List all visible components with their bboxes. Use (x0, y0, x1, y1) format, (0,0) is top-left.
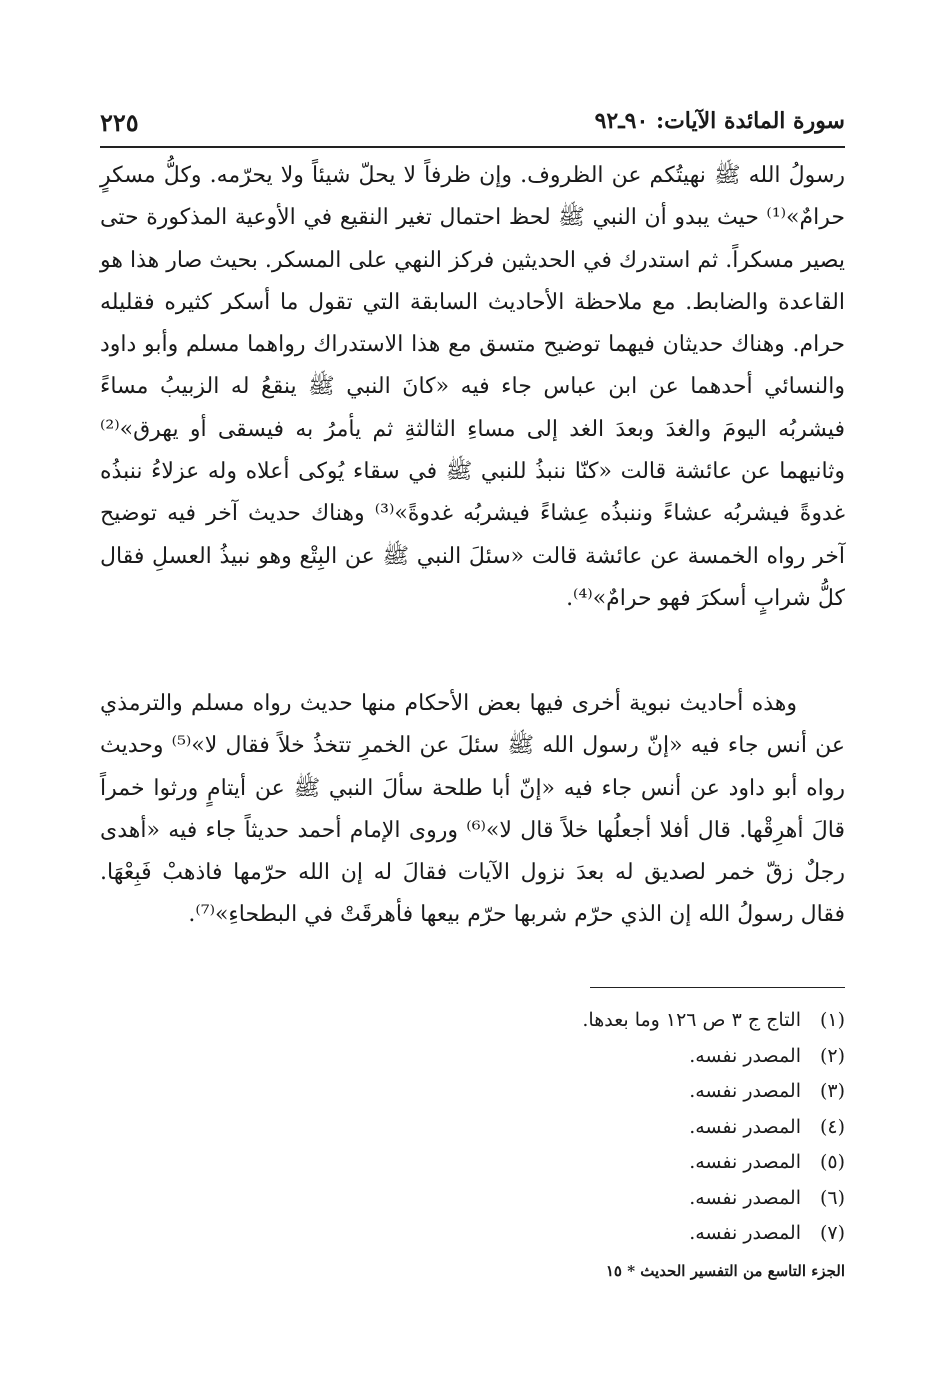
footnote-item (100, 1039, 845, 1075)
footnote-text: التاج ج ٣ ص ١٢٦ وما بعدها. (582, 1009, 801, 1031)
body-paragraph-2: وهذه أحاديث نبوية أخرى فيها بعض الأحكام منها حديث رواه مسلم والترمذي عن أنس جاء فيه «إنّ رسول الله ﷺ سئلَ عن الخمرِ تتخذُ خلاً فقال لا»⁽⁵⁾ وحديث رواه أبو داود عن أنس جاء فيه «إنّ أبا طلحة سألَ النبي ﷺ عن أيتامٍ ورثوا خمراً قالَ أهرِقْها. قال أفلا أجعلُها خلاً قال لا»⁽⁶⁾ وروى الإمام أحمد حديثاً جاء فيه «أهدى رجلٌ زقّ خمر لصديق له بعدَ نزول الآيات فقالَ له إن الله حرّمها فاذهبْ فَبِعْهَا. فقال رسولُ الله إن الذي حرّم شربها حرّم بيعها فأهرقَتْ في البطحاءِ»⁽⁷⁾. (100, 691, 845, 928)
header-divider (100, 146, 845, 148)
footnote-item (100, 1145, 845, 1181)
footnote-item (100, 1216, 845, 1252)
body-paragraph-1: رسولُ الله ﷺ نهيتُكم عن الظروف. وإن ظرفاً لا يحلّ شيئاً ولا يحرّمه. وكلُّ مسكرٍ حرامٌ»⁽¹⁾ حيث يبدو أن النبي ﷺ لحظ احتمال تغير النقيع في الأوعية المذكورة حتى يصير مسكراً. ثم استدرك في الحديثين فركز النهي على المسكر. بحيث صار هذا هو القاعدة والضابط. مع ملاحظة الأحاديث السابقة التي تقول ما أسكر كثيره فقليله حرام. وهناك حديثان فيهما توضيح متسق مع هذا الاستدراك رواهما مسلم وأبو داود والنسائي أحدهما عن ابن عباس جاء فيه «كانَ النبي ﷺ ينقعُ له الزبيبُ مساءً فيشربُه اليومَ والغدَ وبعدَ الغد إلى مساءِ الثالثةِ ثم يأمرُ به فيسقى أو يهرق»⁽²⁾ وثانيهما عن عائشة قالت «كنّا ننبذُ للنبي ﷺ في سقاء يُوكى أعلاه وله عزلاءُ ننبذُه غدوةً فيشربُه عشاءً وننبذُه عِشاءً فيشربُه غدوةً»⁽³⁾ وهناك حديث آخر فيه توضيح آخر رواه الخمسة عن عائشة قالت «سئلَ النبي ﷺ عن البِتْع وهو نبيذُ العسلِ فقال كلُّ شرابٍ أسكرَ فهو حرامٌ»⁽⁴⁾. (100, 163, 845, 611)
footnote-item (100, 1003, 845, 1039)
footnote-number: (١) (819, 1009, 845, 1031)
footnote-divider (590, 987, 845, 988)
page-number: ٢٢٥ (100, 108, 139, 137)
footnote-text: المصدر نفسه. (689, 1115, 801, 1138)
volume-signature: الجزء التاسع من التفسير الحديث * ١٥ (605, 1262, 845, 1280)
footnote-text: المصدر نفسه. (689, 1151, 801, 1173)
footnote-text: المصدر نفسه. (689, 1186, 801, 1209)
footnote-number: (٥) (819, 1151, 845, 1173)
running-title: سورة المائدة الآيات: ٩٠ـ٩٢ (594, 108, 845, 134)
footnote-number: (٢) (819, 1044, 845, 1067)
footnote-item (100, 1110, 845, 1146)
footnote-text: المصدر نفسه. (689, 1080, 801, 1102)
footnote-item (100, 1074, 845, 1110)
footnote-text: المصدر نفسه. (689, 1044, 801, 1067)
footnote-text: المصدر نفسه. (689, 1222, 801, 1244)
footnote-number: (٣) (819, 1080, 845, 1102)
footnote-number: (٤) (819, 1115, 845, 1138)
footnote-number: (٧) (819, 1222, 845, 1244)
footnote-number: (٦) (819, 1186, 845, 1209)
footnote-item (100, 1181, 845, 1217)
footnotes-list (100, 1003, 845, 1252)
page-header (100, 108, 845, 148)
